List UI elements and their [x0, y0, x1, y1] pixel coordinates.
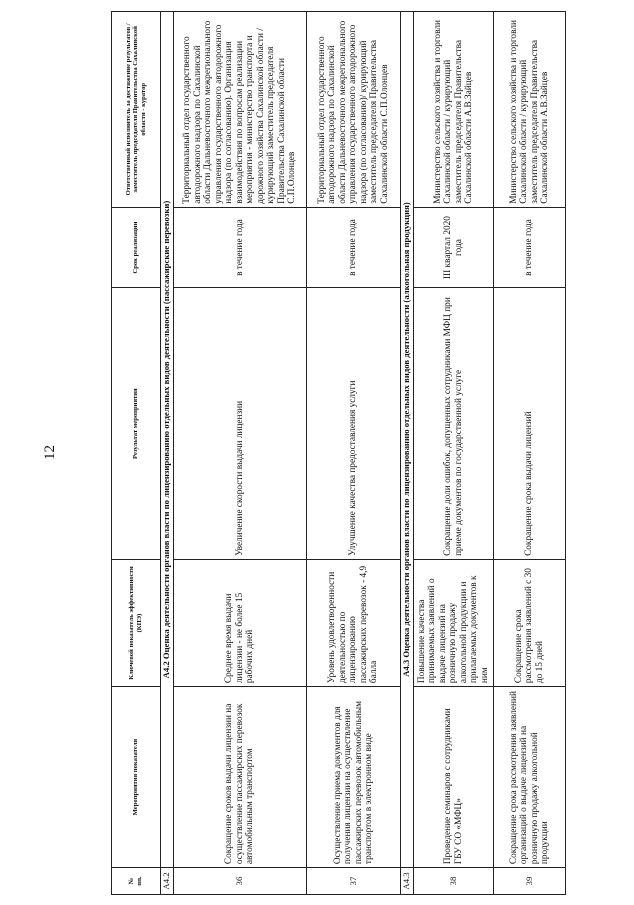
- section-code: А4.3: [401, 868, 414, 895]
- measures-table: [111, 11, 566, 895]
- table-row: [174, 12, 307, 895]
- row-result: Улучшение качества предоставления услуги: [307, 288, 401, 560]
- row-responsible: Министерство сельского хозяйства и торговли Сахалинской области / курирующий заместитель председателя Правительства Сахалинской области А.В.Зайцев: [494, 12, 566, 208]
- row-result: Сокращение срока выдачи лицензий: [494, 288, 566, 560]
- header-num: № пп.: [112, 868, 161, 895]
- section-title: А4.3 Оценка деятельности органов власти по лицензированию отдельных видов деятельности (алкогольная продукция): [401, 202, 412, 677]
- row-responsible: Территориальный отдел государственного автодорожного надзора по Сахалинской области Дальневосточного межрегионального управления государственного автодорожного надзора (по согласованию)/ курирующий заместитель председателя Правительства Сахалинской области С.П.Олонцев: [307, 12, 401, 208]
- row-kpi: Сокращение срока рассмотрения заявлений с 30 до 15 дней: [494, 559, 566, 686]
- table-row: [414, 12, 494, 895]
- section-row: [161, 12, 174, 895]
- row-measure: Проведение семинаров с сотрудниками ГБУ СО «МФЦ»: [414, 687, 494, 868]
- row-deadline: в течение года: [307, 207, 401, 288]
- row-kpi: Уровень удовлетворенности деятельностью по лицензированию пассажирских перевозок - 4,9 балла: [307, 559, 401, 686]
- row-deadline: III квартал 2020 года: [414, 207, 494, 288]
- row-result: Увеличение скорости выдачи лицензии: [174, 288, 307, 560]
- row-kpi: Повышение качества принимаемых заявлений о выдаче лицензий на розничную продажу алкогольной продукции и прилагаемых документов к ним: [414, 559, 494, 686]
- page-number: 12: [42, 445, 58, 460]
- row-number: 36: [174, 868, 307, 895]
- table-row: [307, 12, 401, 895]
- row-number: 38: [414, 868, 494, 895]
- row-responsible: Территориальный отдел государственного автодорожного надзора по Сахалинской области Дальневосточного межрегионального управления государственного автодорожного надзора (по согласованию). Организация взаимодействия по вопросам реализации мероприятия - министерство транспорта и дорожного хозяйства Сахалинской области /курирующий заместитель председателя Правительства Сахалинской области С.П.Олонцев: [174, 12, 307, 208]
- header-kpi: Ключевой показатель эффективности (КПЭ): [112, 559, 161, 686]
- row-deadline: в течение года: [174, 207, 307, 288]
- row-measure: Сокращение сроков выдачи лицензии на осуществление пассажирских перевозок автомобильным транспортом: [174, 687, 307, 868]
- row-measure: Осуществление приема документов для получения лицензии на осуществление пассажирских перевозок автомобильным транспортом в электронном виде: [307, 687, 401, 868]
- row-deadline: в течение года: [494, 207, 566, 288]
- row-responsible: Министерство сельского хозяйства и торговли Сахалинской области / курирующий заместитель председателя Правительства Сахалинской области А.В.Зайцев: [414, 12, 494, 208]
- header-responsible: Ответственный исполнитель за достижение результатов / заместитель председателя Правительства Сахалинской области - куратор: [112, 12, 161, 208]
- table-header-row: [112, 12, 161, 895]
- table-row: [494, 12, 566, 895]
- row-result: Сокращение доли ошибок, допущенных сотрудниками МФЦ при приеме документов по государственной услуге: [414, 288, 494, 560]
- section-title: А4.2 Оценка деятельности органов власти по лицензированию отдельных видов деятельности (пассажирские перевозки): [161, 200, 172, 679]
- row-kpi: Среднее время выдачи лицензии - не более 15 рабочих дней: [174, 559, 307, 686]
- row-measure: Сокращение срока рассмотрения заявлений организаций о выдаче лицензий на розничную продажу алкогольной продукции: [494, 687, 566, 868]
- section-row: [401, 12, 414, 895]
- header-result: Результат мероприятия: [112, 288, 161, 560]
- row-number: 39: [494, 868, 566, 895]
- row-number: 37: [307, 868, 401, 895]
- section-code: А4.2: [161, 868, 174, 895]
- header-deadline: Срок реализации: [112, 207, 161, 288]
- header-measure: Мероприятия показателя: [112, 687, 161, 868]
